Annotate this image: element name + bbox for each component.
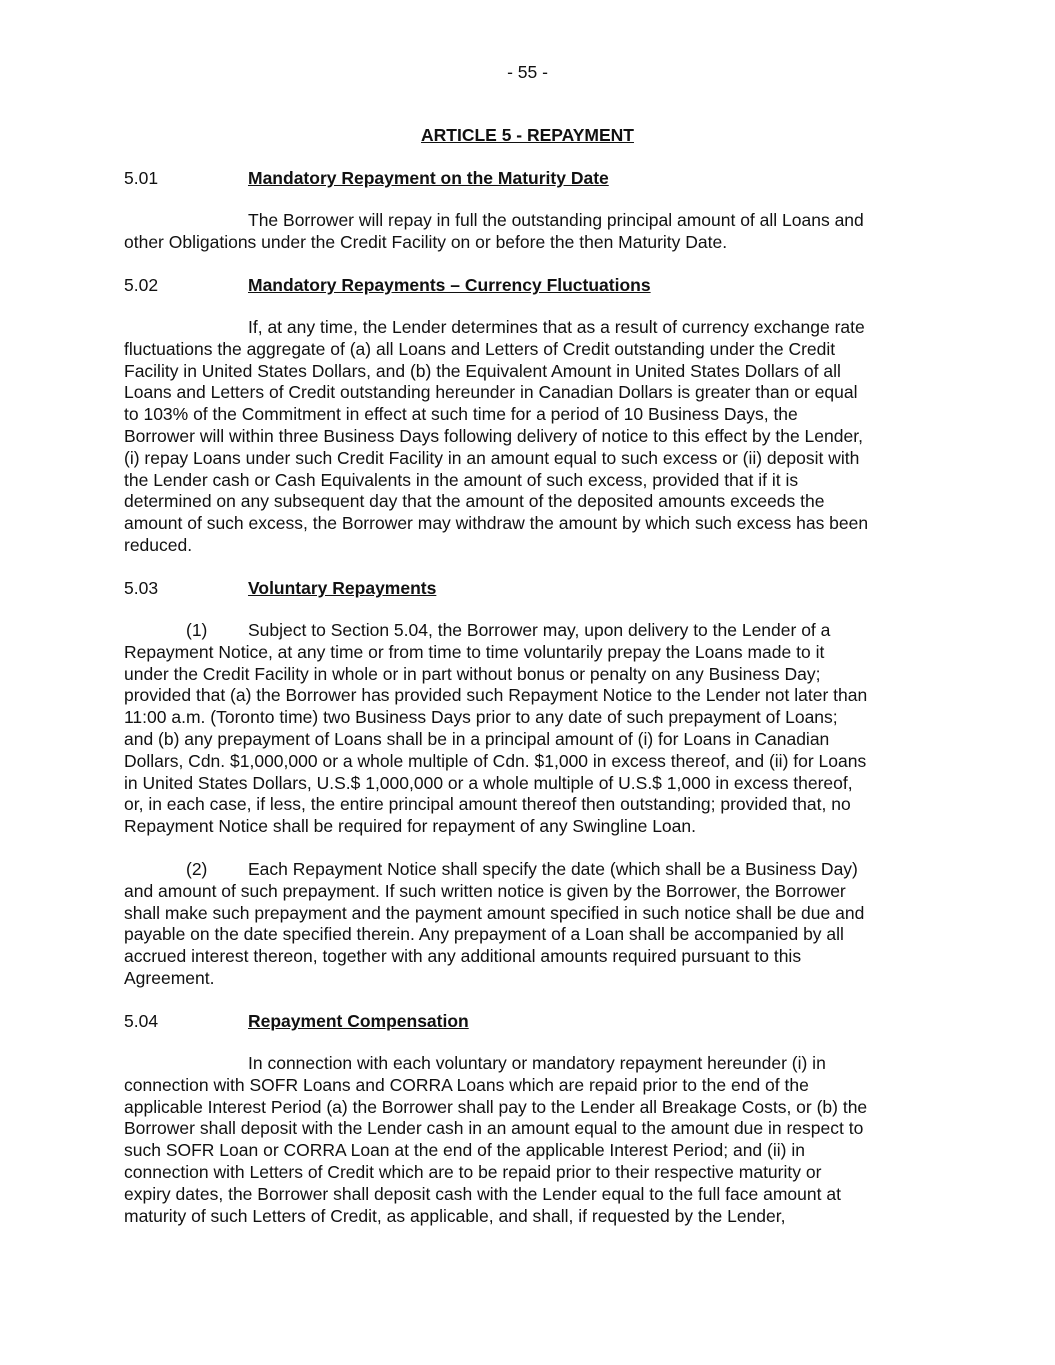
section-number: 5.01 bbox=[124, 168, 159, 188]
paragraph-line: Borrower shall deposit with the Lender cash in an amount equal to the amount due in respect to bbox=[124, 1118, 864, 1139]
paragraph-line: reduced. bbox=[124, 534, 193, 555]
paragraph-line: in United States Dollars, U.S.$ 1,000,000 or a whole multiple of U.S.$ 1,000 in excess thereof, bbox=[124, 772, 853, 793]
paragraph-line: 11:00 a.m. (Toronto time) two Business Days prior to any date of such prepayment of Loans; bbox=[124, 707, 838, 728]
paragraph-line: or, in each case, if less, the entire principal amount thereof then outstanding; provided that, no bbox=[124, 794, 851, 815]
article-title: ARTICLE 5 - REPAYMENT bbox=[421, 125, 634, 145]
subsection-first-line bbox=[124, 859, 934, 881]
paragraph-line: the Lender cash or Cash Equivalents in the amount of such excess, provided that if it is bbox=[124, 469, 799, 490]
paragraph-line: other Obligations under the Credit Facility on or before the then Maturity Date. bbox=[124, 231, 728, 252]
paragraph-line: expiry dates, the Borrower shall deposit cash with the Lender equal to the full face amount at bbox=[124, 1183, 841, 1204]
section-number: 5.02 bbox=[124, 275, 159, 295]
subsection-label: (2) bbox=[186, 859, 208, 879]
paragraph-line: The Borrower will repay in full the outstanding principal amount of all Loans and bbox=[248, 210, 864, 230]
paragraph-line: and (b) any prepayment of Loans shall be in a principal amount of (i) for Loans in Canadian bbox=[124, 728, 830, 749]
paragraph-line: fluctuations the aggregate of (a) all Loans and Letters of Credit outstanding under the Credit bbox=[124, 338, 836, 359]
subsection-first-line bbox=[124, 620, 934, 642]
paragraph-line: Dollars, Cdn. $1,000,000 or a whole multiple of Cdn. $1,000 in excess thereof, and (ii) for Loans bbox=[124, 750, 867, 771]
paragraph-line: Borrower will within three Business Days following delivery of notice to this effect by the Lender, bbox=[124, 425, 863, 446]
section-5-02-paragraph bbox=[124, 317, 934, 557]
section-title: Voluntary Repayments bbox=[248, 578, 437, 598]
paragraph-line: determined on any subsequent day that the amount of the deposited amounts exceeds the bbox=[124, 491, 825, 512]
paragraph-line: and amount of such prepayment. If such written notice is given by the Borrower, the Borrower bbox=[124, 880, 846, 901]
paragraph-line: applicable Interest Period (a) the Borrower shall pay to the Lender all Breakage Costs, or (b) the bbox=[124, 1096, 868, 1117]
paragraph-line: under the Credit Facility in whole or in part without bonus or penalty on any Business Day; bbox=[124, 663, 821, 684]
paragraph-line: to 103% of the Commitment in effect at such time for a period of 10 Business Days, the bbox=[124, 404, 798, 425]
paragraph-line: If, at any time, the Lender determines that as a result of currency exchange rate bbox=[248, 317, 865, 337]
section-number: 5.03 bbox=[124, 578, 159, 598]
paragraph-line: connection with Letters of Credit which are to be repaid prior to their respective maturity or bbox=[124, 1161, 822, 1182]
paragraph-line: In connection with each voluntary or mandatory repayment hereunder (i) in bbox=[248, 1053, 826, 1073]
paragraph-line: maturity of such Letters of Credit, as applicable, and shall, if requested by the Lender, bbox=[124, 1205, 786, 1226]
section-5-03-subsection-2 bbox=[124, 859, 934, 990]
section-title: Mandatory Repayments – Currency Fluctuations bbox=[248, 275, 651, 295]
paragraph-line: (i) repay Loans under such Credit Facility in an amount equal to such excess or (ii) deposit with bbox=[124, 447, 860, 468]
paragraph-line: Repayment Notice, at any time or from time to time voluntarily prepay the Loans made to it bbox=[124, 641, 825, 662]
section-5-03-subsection-1 bbox=[124, 620, 934, 838]
paragraph-line: amount of such excess, the Borrower may withdraw the amount by which such excess has been bbox=[124, 513, 869, 534]
paragraph-line: payable on the date specified therein. Any prepayment of a Loan shall be accompanied by all bbox=[124, 924, 844, 945]
section-title: Repayment Compensation bbox=[248, 1011, 469, 1031]
paragraph-line: such SOFR Loan or CORRA Loan at the end of the applicable Interest Period; and (ii) in bbox=[124, 1140, 805, 1161]
paragraph-line: Repayment Notice shall be required for repayment of any Swingline Loan. bbox=[124, 816, 696, 837]
paragraph-line: connection with SOFR Loans and CORRA Loans which are repaid prior to the end of the bbox=[124, 1074, 809, 1095]
paragraph-line: Loans and Letters of Credit outstanding hereunder in Canadian Dollars is greater than or equal bbox=[124, 382, 858, 403]
subsection-label: (1) bbox=[186, 620, 208, 640]
section-5-04-paragraph bbox=[124, 1053, 934, 1227]
paragraph-line: shall make such prepayment and the payment amount specified in such notice shall be due and bbox=[124, 902, 865, 923]
paragraph-line: Each Repayment Notice shall specify the date (which shall be a Business Day) bbox=[248, 859, 858, 879]
paragraph-line: Facility in United States Dollars, and (b) the Equivalent Amount in United States Dollars of all bbox=[124, 360, 841, 381]
paragraph-line: provided that (a) the Borrower has provided such Repayment Notice to the Lender not later than bbox=[124, 685, 868, 706]
paragraph-line: accrued interest thereon, together with any additional amounts required pursuant to this bbox=[124, 946, 802, 967]
section-number: 5.04 bbox=[124, 1011, 159, 1031]
section-5-01-paragraph bbox=[124, 210, 934, 254]
paragraph-line: Subject to Section 5.04, the Borrower may, upon delivery to the Lender of a bbox=[248, 620, 831, 640]
section-title: Mandatory Repayment on the Maturity Date bbox=[248, 168, 609, 188]
paragraph-line: Agreement. bbox=[124, 967, 215, 988]
page-number: - 55 - bbox=[507, 62, 548, 82]
